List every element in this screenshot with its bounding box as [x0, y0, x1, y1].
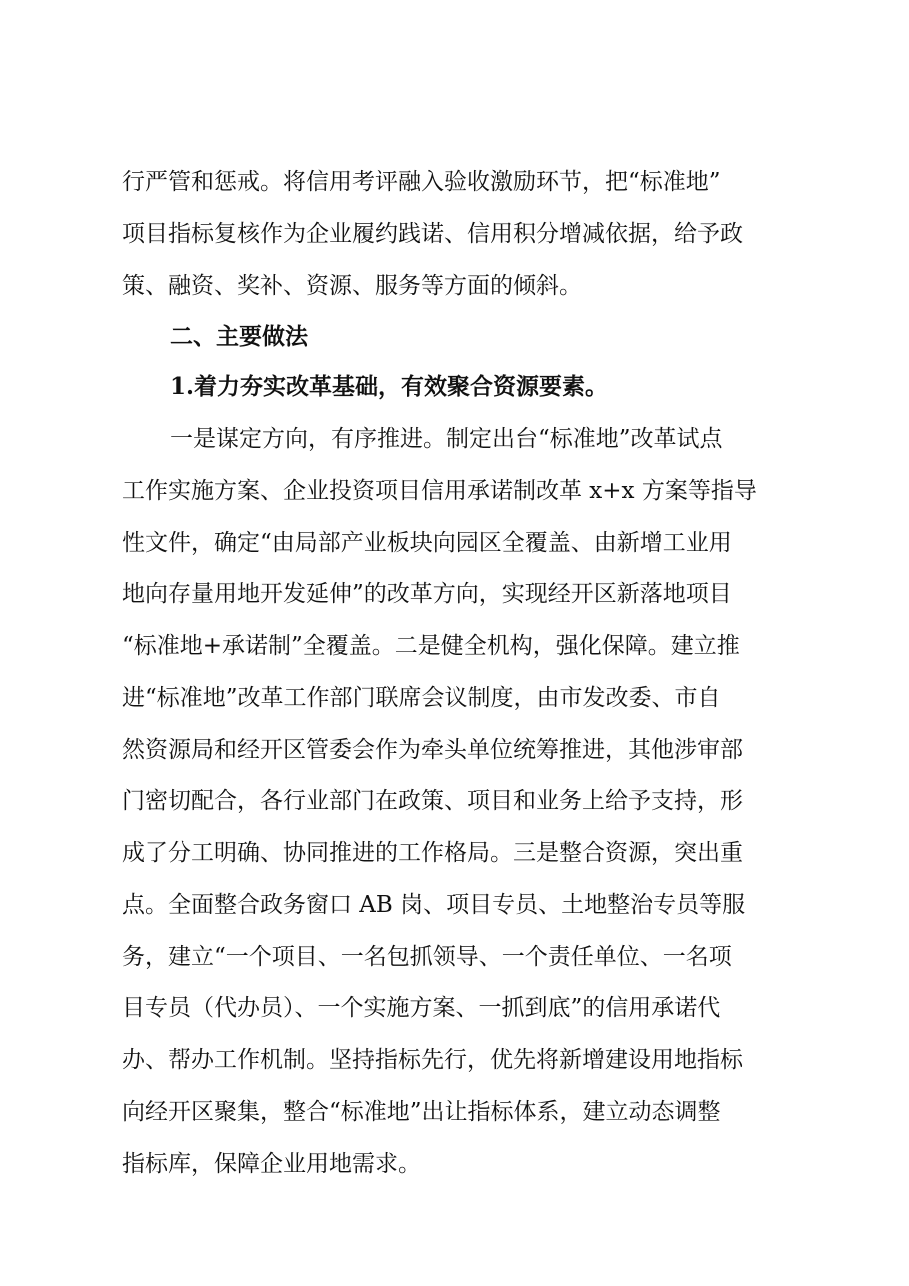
section-heading: 二、主要做法 — [170, 324, 308, 350]
body-text-line: 性文件，确定“由局部产业板块向园区全覆盖、由新增工业用 — [122, 530, 732, 556]
subsection-heading: 1.着力夯实改革基础，有效聚合资源要素。 — [170, 373, 609, 400]
body-text-line: 一是谋定方向，有序推进。制定出台“标准地”改革试点 — [170, 426, 723, 452]
body-text-line: 向经开区聚集，整合“标准地”出让指标体系，建立动态调整 — [122, 1099, 721, 1125]
body-text-line: 成了分工明确、协同推进的工作格局。三是整合资源，突出重 — [122, 840, 743, 866]
body-text-line: 进“标准地”改革工作部门联席会议制度，由市发改委、市自 — [122, 685, 721, 711]
body-text-line: 点。全面整合政务窗口 AB 岗、项目专员、土地整治专员等服 — [122, 892, 746, 918]
body-text-line: 务，建立“一个项目、一名包抓领导、一个责任单位、一名项 — [122, 944, 732, 970]
body-text-line: 然资源局和经开区管委会作为牵头单位统筹推进，其他涉审部 — [122, 737, 743, 763]
body-text-line: “标准地+承诺制”全覆盖。二是健全机构，强化保障。建立推 — [122, 633, 740, 659]
body-text-line: 项目指标复核作为企业履约践诺、信用积分增减依据，给予政 — [122, 221, 743, 247]
body-text-line: 指标库，保障企业用地需求。 — [122, 1151, 421, 1177]
body-text-line: 目专员（代办员）、一个实施方案、一抓到底”的信用承诺代 — [122, 995, 721, 1021]
body-text-line: 门密切配合，各行业部门在政策、项目和业务上给予支持，形 — [122, 788, 743, 814]
body-text-line: 工作实施方案、企业投资项目信用承诺制改革 x+x 方案等指导 — [122, 478, 757, 504]
body-text-line: 行严管和惩戒。将信用考评融入验收激励环节，把“标准地” — [122, 169, 721, 195]
body-text-line: 办、帮办工作机制。坚持指标先行，优先将新增建设用地指标 — [122, 1047, 743, 1073]
body-text-line: 策、融资、奖补、资源、服务等方面的倾斜。 — [122, 273, 582, 299]
body-text-line: 地向存量用地开发延伸”的改革方向，实现经开区新落地项目 — [122, 581, 732, 607]
